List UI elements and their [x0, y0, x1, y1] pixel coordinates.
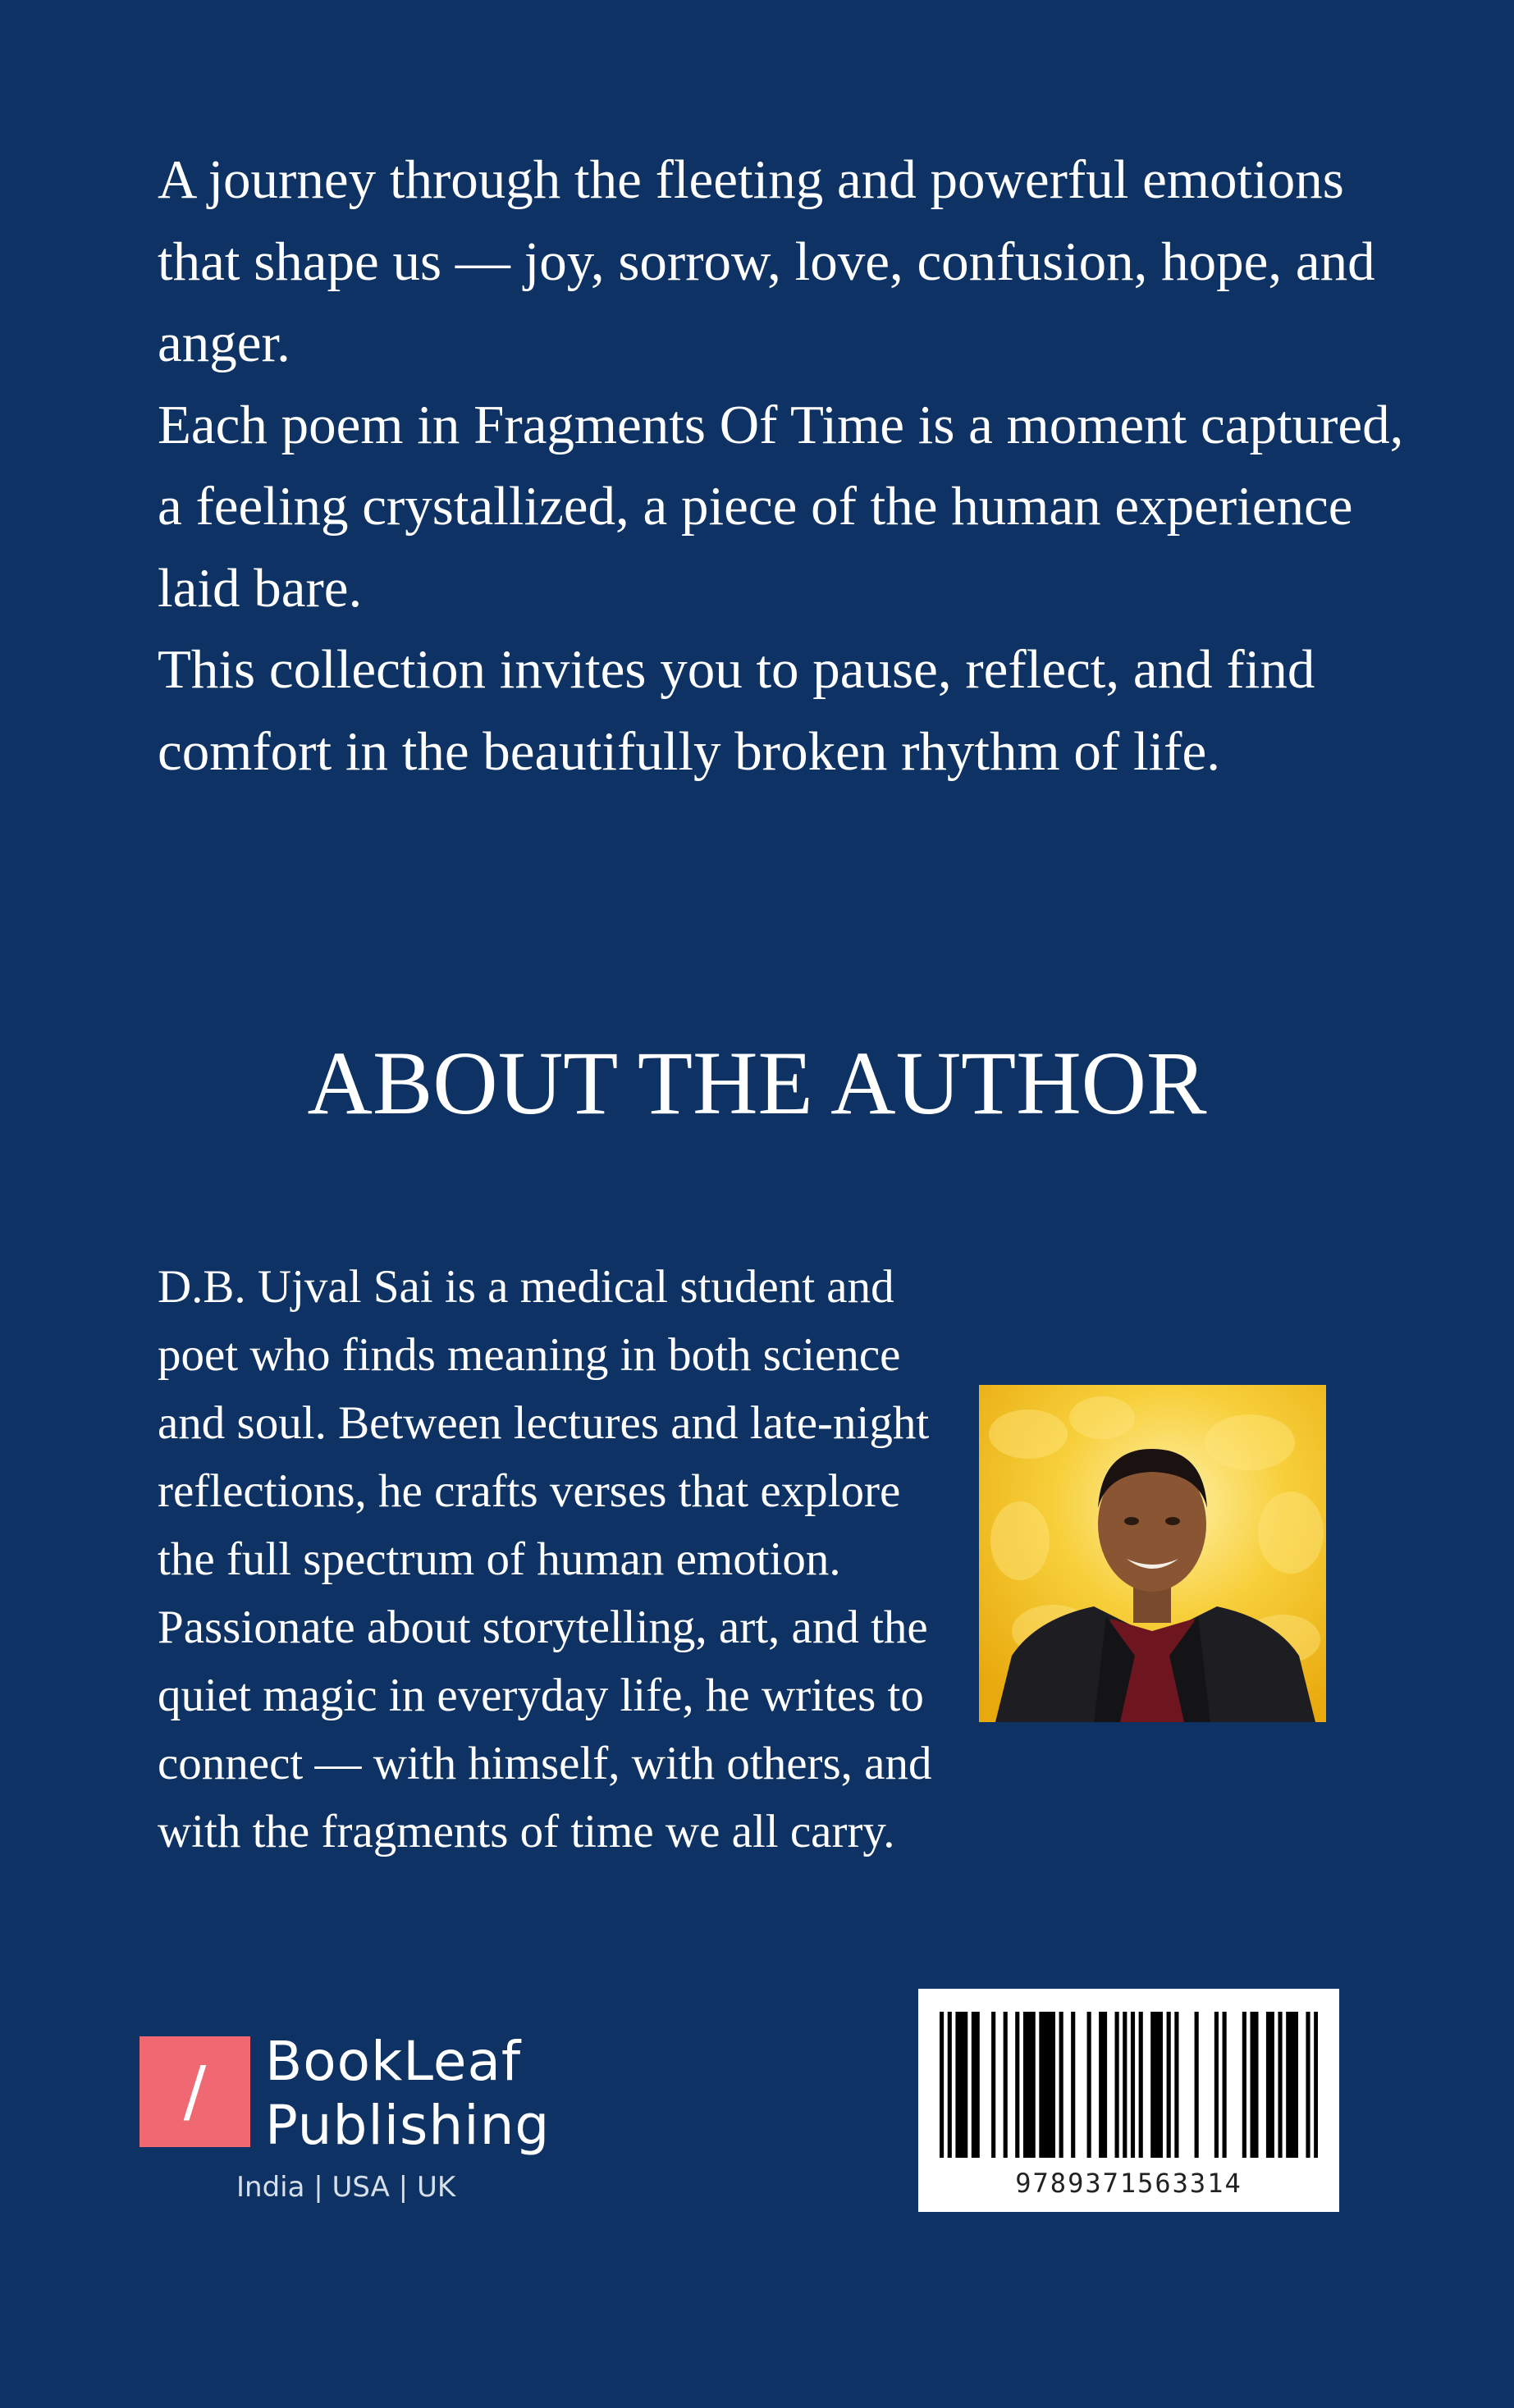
publisher-name: [265, 2030, 550, 2158]
barcode-bar: [948, 2012, 952, 2158]
barcode-bar: [1223, 2012, 1227, 2158]
barcode-bar: [1266, 2012, 1270, 2158]
barcode-bar: [976, 2012, 980, 2158]
barcode-bar: [1278, 2012, 1282, 2158]
barcode-bar: [1195, 2012, 1199, 2158]
barcode-bar: [1174, 2012, 1178, 2158]
publisher-name-line2: Publishing: [265, 2094, 551, 2157]
barcode-bar: [1242, 2012, 1246, 2158]
barcode-bar: [1004, 2012, 1008, 2158]
barcode-bar: [1115, 2012, 1119, 2158]
barcode-bar: [1123, 2012, 1127, 2158]
barcode-bar: [1155, 2012, 1159, 2158]
barcode-bar: [1059, 2012, 1063, 2158]
isbn-barcode: [918, 1989, 1339, 2212]
barcode-bar: [1071, 2012, 1075, 2158]
barcode-bar: [1031, 2012, 1036, 2158]
barcode-bar: [1254, 2012, 1258, 2158]
publisher-regions: India | USA | UK: [236, 2171, 456, 2204]
barcode-bar: [1270, 2012, 1274, 2158]
barcode-bar: [1314, 2012, 1318, 2158]
barcode-bar: [955, 2012, 959, 2158]
barcode-bar: [1103, 2012, 1107, 2158]
barcode-bar: [991, 2012, 995, 2158]
barcode-bar: [1039, 2012, 1043, 2158]
barcode-bar: [1087, 2012, 1091, 2158]
barcode-bar: [1159, 2012, 1163, 2158]
barcode-bar: [1290, 2012, 1294, 2158]
blurb-paragraph: A journey through the fleeting and powerful emotions that shape us — joy, sorrow, love, confusion, hope, and anger.: [158, 149, 1375, 373]
blurb-paragraph: This collection invites you to pause, reflect, and find comfort in the beautifully broken rhythm of life.: [158, 639, 1315, 782]
barcode-bar: [1015, 2012, 1019, 2158]
barcode-bar: [1051, 2012, 1055, 2158]
barcode-bar: [1214, 2012, 1219, 2158]
barcode-bar: [940, 2012, 944, 2158]
author-bio: D.B. Ujval Sai is a medical student and poet who finds meaning in both science and soul. Between lectures and late-night reflections, he crafts verses that explore the full spectrum of human emotion. Passionate about storytelling, art, and the quiet magic in everyday life, he writes to connect — with himself, with others, and with the fragments of time we all carry.: [158, 1261, 932, 1857]
back-cover-blurb: [158, 139, 1405, 793]
barcode-bar: [959, 2012, 963, 2158]
slash-logo-icon: [140, 2036, 250, 2147]
barcode-bar: [1306, 2012, 1310, 2158]
barcode-bar: [1131, 2012, 1135, 2158]
barcode-bar: [1167, 2012, 1171, 2158]
barcode-bar: [1047, 2012, 1051, 2158]
isbn-number: 9789371563314: [1015, 2168, 1242, 2199]
barcode-bar: [1294, 2012, 1298, 2158]
barcode-bar: [1139, 2012, 1143, 2158]
barcode-bar: [1023, 2012, 1027, 2158]
barcode-bar: [972, 2012, 976, 2158]
barcode-bar: [1286, 2012, 1290, 2158]
about-author-heading: ABOUT THE AUTHOR: [307, 1033, 1207, 1133]
barcode-bar: [963, 2012, 967, 2158]
publisher-logo: [140, 2030, 566, 2209]
barcode-bars: [940, 2012, 1318, 2158]
barcode-bar: [1027, 2012, 1031, 2158]
author-photo: [979, 1385, 1326, 1722]
barcode-bar: [1043, 2012, 1047, 2158]
publisher-name-line1: BookLeaf: [265, 2030, 522, 2093]
barcode-bar: [1251, 2012, 1255, 2158]
blurb-paragraph: Each poem in Fragments Of Time is a moment captured, a feeling crystallized, a piece of the human experience laid bare.: [158, 394, 1404, 619]
barcode-bar: [1099, 2012, 1103, 2158]
barcode-bar: [1150, 2012, 1155, 2158]
logo-slash-glyph: /: [183, 2053, 207, 2131]
